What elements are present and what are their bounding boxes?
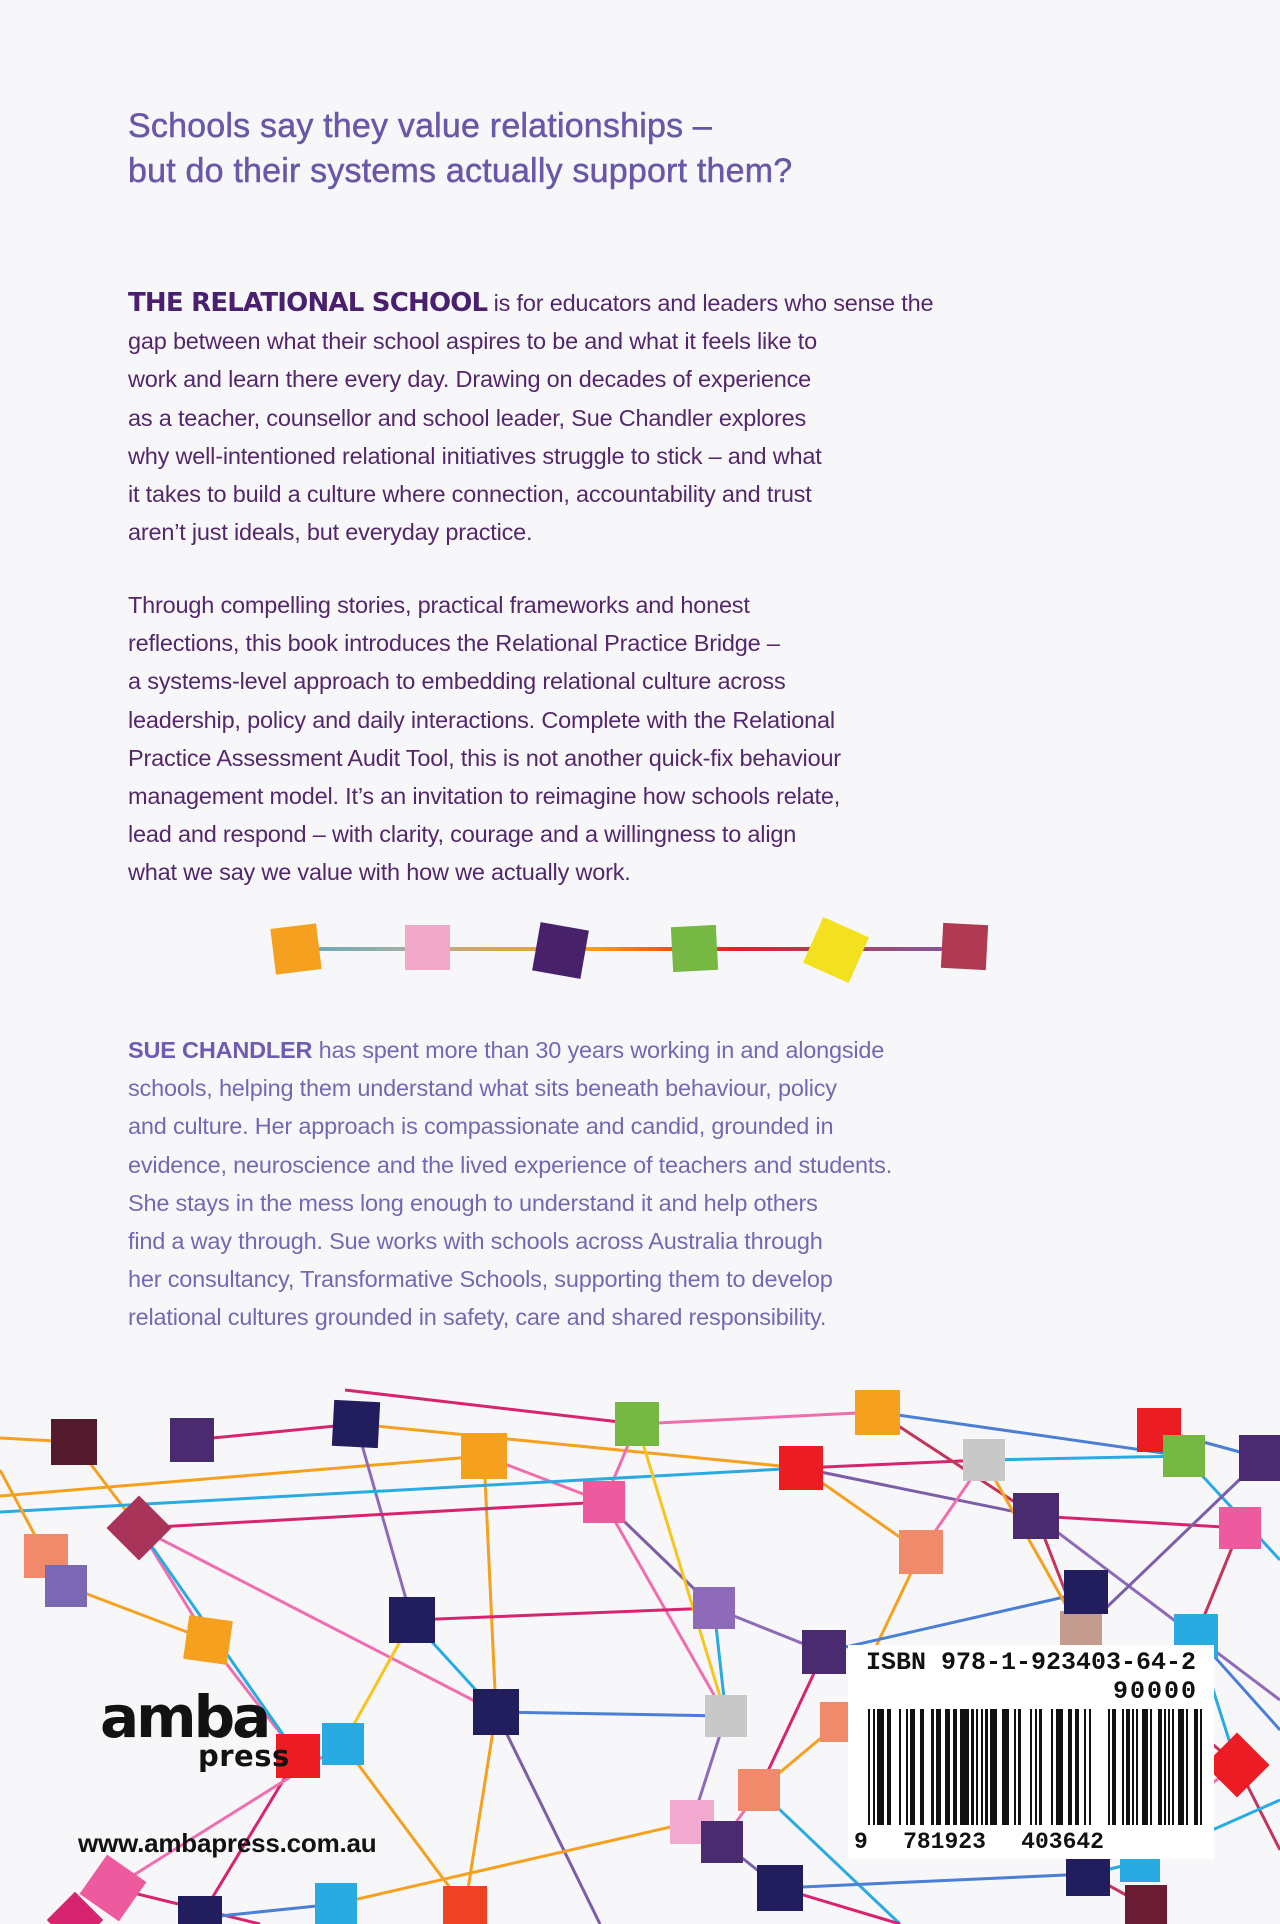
barcode-bar [873,1709,875,1825]
chain-square [270,923,321,974]
blurb2-line-6: Practice Assessment Audit Tool, this is not another quick-fix behaviour [128,744,841,771]
network-edge [984,1456,1184,1460]
barcode-bar [1142,1709,1148,1825]
chain-connector-line [292,947,968,951]
barcode-bar [1014,1709,1016,1825]
barcode-bar [1089,1709,1091,1825]
network-edge [496,1712,726,1716]
barcode-bar [1186,1709,1188,1825]
publisher-logo-sub: press [198,1739,290,1773]
network-node [1163,1435,1205,1477]
barcode-bar [953,1709,958,1825]
barcode-main-bars [868,1709,1091,1825]
network-node [51,1419,97,1465]
barcode-bar [1056,1709,1063,1825]
barcode-bar [1112,1709,1116,1825]
barcode-bar [1194,1709,1198,1825]
network-node [583,1481,625,1523]
barcode-bar [1075,1709,1080,1825]
isbn-barcode-panel [848,1645,1214,1859]
network-node [45,1565,87,1607]
network-node [1239,1435,1280,1481]
network-edge [637,1424,726,1716]
network-node [332,1400,380,1448]
network-edge [484,1456,496,1712]
barcode-bar [906,1709,908,1825]
blurb1-line-2: gap between what their school aspires to be and what it feels like to [128,328,818,355]
blurb1-line-7: aren’t just ideals, but everyday practice. [128,519,533,546]
network-edge [139,1502,604,1528]
barcode-bar [1150,1709,1152,1825]
chain-square [940,922,987,969]
network-node [473,1689,519,1735]
network-edge [1036,1516,1240,1528]
network-node [178,1896,222,1924]
network-node [389,1597,435,1643]
network-node [461,1433,507,1479]
blurb1-line-1-rest: is for educators and leaders who sense the [487,290,934,316]
blurb1-line-6: it takes to build a culture where connection, accountability and trust [128,481,812,508]
chain-square [670,924,717,971]
barcode-bar [1136,1709,1138,1825]
barcode-digit-group: 403642 [1021,1829,1104,1855]
chain-square [532,922,589,979]
bio-line-8: relational cultures grounded in safety, care and shared responsibility. [128,1304,827,1331]
network-node [701,1821,743,1863]
barcode-bar [945,1709,950,1825]
network-node [757,1865,803,1911]
barcode-price-code: 90000 [1112,1677,1198,1706]
blurb2-line-4: a systems-level approach to embedding relational culture across [128,668,786,695]
barcode-bar [910,1709,915,1825]
blurb2-line-9: what we say we value with how we actually work. [128,859,631,886]
network-node [802,1630,846,1674]
barcode-bar [981,1709,983,1825]
barcode-bar [1172,1709,1174,1825]
barcode-bar [1108,1709,1110,1825]
barcode-bar [899,1709,901,1825]
blurb2-line-3: reflections, this book introduces the Relational Practice Bridge – [128,630,780,657]
network-node [779,1446,823,1490]
blurb2-line-8: lead and respond – with clarity, courage and a willingness to align [128,821,797,848]
chain-square [405,925,450,970]
barcode-digit-group: 9 [854,1829,868,1855]
barcode-bar [1068,1709,1073,1825]
network-node [1013,1493,1059,1539]
network-node [170,1418,214,1462]
barcode-digits [854,1829,1104,1855]
barcode-bar [936,1709,941,1825]
barcode-bar [887,1709,892,1825]
bio-line-4: evidence, neuroscience and the lived experience of teachers and students. [128,1151,893,1178]
network-node [615,1402,659,1446]
network-edge [336,1822,692,1904]
barcode-bar [1132,1709,1134,1825]
isbn-number: ISBN 978-1-923403-64-2 [865,1648,1197,1677]
network-edge [496,1712,600,1924]
blurb2-line-5: leadership, policy and daily interactions. Complete with the Relational [128,706,835,733]
barcode-digit-group: 781923 [903,1829,986,1855]
barcode-bar [1018,1709,1020,1825]
publisher-website: www.ambapress.com.au [78,1828,377,1858]
barcode-bar [985,1709,987,1825]
book-title-lead: THE RELATIONAL SCHOOL [128,288,488,318]
barcode-addon-bars [1108,1709,1202,1825]
barcode-bar [1051,1709,1053,1825]
headline-line-1: Schools say they value relationships – [128,107,713,145]
network-edge [345,1390,637,1424]
network-node [1219,1507,1261,1549]
barcode-bar [931,1709,933,1825]
bio-line-3: and culture. Her approach is compassionate and candid, grounded in [128,1113,834,1140]
barcode-bar [960,1709,969,1825]
barcode-bar [1039,1709,1041,1825]
network-node [315,1883,357,1924]
network-node [322,1723,364,1765]
barcode-bar [976,1709,978,1825]
network-edge [356,1424,412,1620]
network-edge [637,1412,877,1424]
publisher-logo [100,1683,290,1773]
bio-line-6: find a way through. Sue works with schools across Australia through [128,1228,823,1255]
network-node [738,1769,780,1811]
network-node [899,1530,943,1574]
network-node [963,1439,1005,1481]
blurb2-line-7: management model. It’s an invitation to reimagine how schools relate, [128,783,841,810]
barcode-bar [1168,1709,1170,1825]
barcode-bar [1158,1709,1162,1825]
bio-line-7: her consultancy, Transformative Schools, supporting them to develop [128,1266,833,1293]
barcode-bar [1164,1709,1166,1825]
barcode-bar [1126,1709,1130,1825]
network-node [705,1695,747,1737]
barcode-bar [1122,1709,1124,1825]
barcode-bar [971,1709,973,1825]
barcode-bar [1084,1709,1086,1825]
network-edge [465,1712,496,1908]
bio-line-2: schools, helping them understand what sits beneath behaviour, policy [128,1075,837,1102]
barcode-bar [1178,1709,1184,1825]
blurb1-line-4: as a teacher, counsellor and school leader, Sue Chandler explores [128,404,807,431]
network-node [443,1886,487,1924]
network-node [183,1615,233,1665]
network-node [855,1390,900,1435]
headline-line-2: but do their systems actually support them? [128,152,793,190]
barcode-bar [1030,1709,1032,1825]
network-edge [824,1592,1086,1652]
publisher-logo-word: amba [100,1683,269,1751]
network-edge [780,1874,1088,1888]
bio-line-5: She stays in the mess long enough to understand it and help others [128,1189,818,1216]
blurb1-line-3: work and learn there every day. Drawing on decades of experience [128,366,812,393]
author-name-lead: SUE CHANDLER [128,1037,313,1063]
barcode-bar [877,1709,884,1825]
barcode-bar [920,1709,925,1825]
network-edge [0,1468,801,1512]
bio-line-1-rest: has spent more than 30 years working in and alongside [312,1037,885,1063]
barcode-bar [868,1709,870,1825]
network-node [1064,1570,1108,1614]
barcode-bar [1002,1709,1009,1825]
network-edge [343,1744,465,1908]
blurb2-line-2: Through compelling stories, practical frameworks and honest [128,592,750,618]
barcode-bar [1035,1709,1037,1825]
network-node [693,1587,735,1629]
blurb1-line-5: why well-intentioned relational initiatives struggle to stick – and what [128,442,822,469]
barcode-bar [990,1709,997,1825]
network-node [1125,1885,1167,1924]
barcode-bar [1200,1709,1202,1825]
